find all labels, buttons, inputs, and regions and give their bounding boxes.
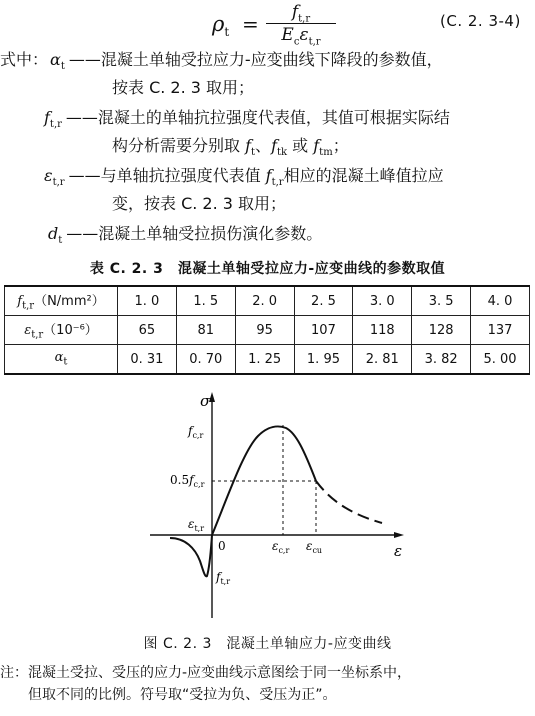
table-cell: 2. 0	[235, 286, 294, 316]
definition-alpha-t-cont: 按表 C. 2. 3 取用；	[112, 78, 255, 97]
table-row	[5, 316, 530, 345]
formula-c-2-3-4	[0, 0, 535, 52]
definition-alpha-t	[0, 50, 443, 77]
table-cell: 128	[412, 316, 471, 345]
compression-curve	[212, 427, 316, 535]
formula-number: (C. 2. 3-4)	[440, 12, 521, 30]
table-cell: 1. 5	[176, 286, 235, 316]
ecr-label: $\varepsilon_{c,r}$	[272, 539, 290, 555]
table-cell: 95	[235, 316, 294, 345]
parameter-table	[4, 285, 530, 375]
fcr-label: $f_{c,r}$	[188, 424, 204, 440]
definition-text: 混凝土的单轴抗拉强度代表值，其值可根据实际结	[97, 108, 450, 127]
note-line-1: 注：混凝土受拉、受压的应力-应变曲线示意图绘于同一坐标系中，	[0, 665, 412, 681]
half-fcr-label: $0.5f_{c,r}$	[170, 473, 205, 489]
table-row	[5, 345, 530, 375]
table-cell: 4. 0	[471, 286, 530, 316]
formula-lhs: $\rho_t$	[212, 12, 230, 40]
ftr-label: $f_{t,r}$	[216, 570, 231, 586]
table-cell: 81	[176, 316, 235, 345]
definition-lead: 式中：	[0, 50, 49, 69]
note-line-2: 但取不同的比例。符号取“受拉为负、受压为正”。	[0, 687, 337, 703]
definition-ftr-cont: 构分析需要分别取 $f_t$、$f_{tk}$ 或 $f_{tm}$；	[112, 136, 349, 159]
definition-dash: ——	[66, 224, 99, 243]
y-axis-label: σ	[200, 392, 211, 410]
table-cell: 137	[471, 316, 530, 345]
definition-text: 混凝土单轴受拉应力-应变曲线下降段的参数值，	[100, 50, 443, 69]
ecu-label: $\varepsilon_{cu}$	[306, 539, 323, 555]
formula-equals: =	[242, 12, 259, 36]
etr-label: $\varepsilon_{t,r}$	[188, 517, 205, 533]
definition-dash: ——	[65, 108, 98, 127]
formula-fraction	[262, 2, 340, 52]
symbol-etr: $\varepsilon_{t,r}$	[44, 166, 65, 189]
table-cell: 0. 31	[118, 345, 177, 375]
symbol-alpha-t: $\alpha_t$	[50, 50, 65, 73]
row-header-etr: $\varepsilon_{t,r}(10^{-6})$	[5, 316, 118, 345]
table-cell: 65	[118, 316, 177, 345]
definition-etr: $\varepsilon_{t,r}$ ——与单轴抗拉强度代表值 $f_{t,r}$相应的混凝土峰值拉应	[44, 166, 444, 189]
table-row	[5, 286, 530, 316]
definition-ftr	[44, 108, 450, 135]
definition-dash: ——	[68, 166, 101, 185]
table-cell: 0. 70	[176, 345, 235, 375]
table-cell: 3. 82	[412, 345, 471, 375]
origin-label: 0	[218, 539, 226, 553]
definition-dash: ——	[68, 50, 101, 69]
table-cell: 1. 95	[294, 345, 353, 375]
stress-strain-figure	[0, 378, 535, 630]
table-cell: 2. 81	[353, 345, 412, 375]
compression-descending-dashed	[316, 481, 382, 523]
table-cell: 2. 5	[294, 286, 353, 316]
definition-dt	[48, 224, 322, 251]
definition-text: 混凝土单轴受拉损伤演化参数。	[98, 224, 323, 243]
table-cell: 1. 25	[235, 345, 294, 375]
table-cell: 3. 5	[412, 286, 471, 316]
table-cell: 3. 0	[353, 286, 412, 316]
table-cell: 5. 00	[471, 345, 530, 375]
table-cell: 107	[294, 316, 353, 345]
table-cell: 1. 0	[118, 286, 177, 316]
row-header-alpha-t: $\alpha_t$	[5, 345, 118, 375]
x-axis-arrow	[394, 532, 404, 538]
table-cell: 118	[353, 316, 412, 345]
row-header-ftr: $f_{t,r}(N/mm^2)$	[5, 286, 118, 316]
figure-note	[0, 662, 535, 706]
figure-caption: 图 C. 2. 3 混凝土单轴应力-应变曲线	[143, 636, 392, 652]
symbol-ftr: $f_{t,r}$	[44, 108, 62, 131]
tension-curve	[170, 535, 212, 576]
fraction-denominator: $E_c\varepsilon_{t,r}$	[281, 25, 321, 48]
table-caption: 表 C. 2. 3 混凝土单轴受拉应力-应变曲线的参数取值	[89, 261, 446, 277]
symbol-dt: $d_t$	[48, 224, 63, 247]
definition-etr-cont: 变，按表 C. 2. 3 取用；	[112, 194, 287, 213]
x-axis-label: ε	[394, 542, 403, 560]
fraction-numerator: $f_{t,r}$	[291, 2, 311, 25]
